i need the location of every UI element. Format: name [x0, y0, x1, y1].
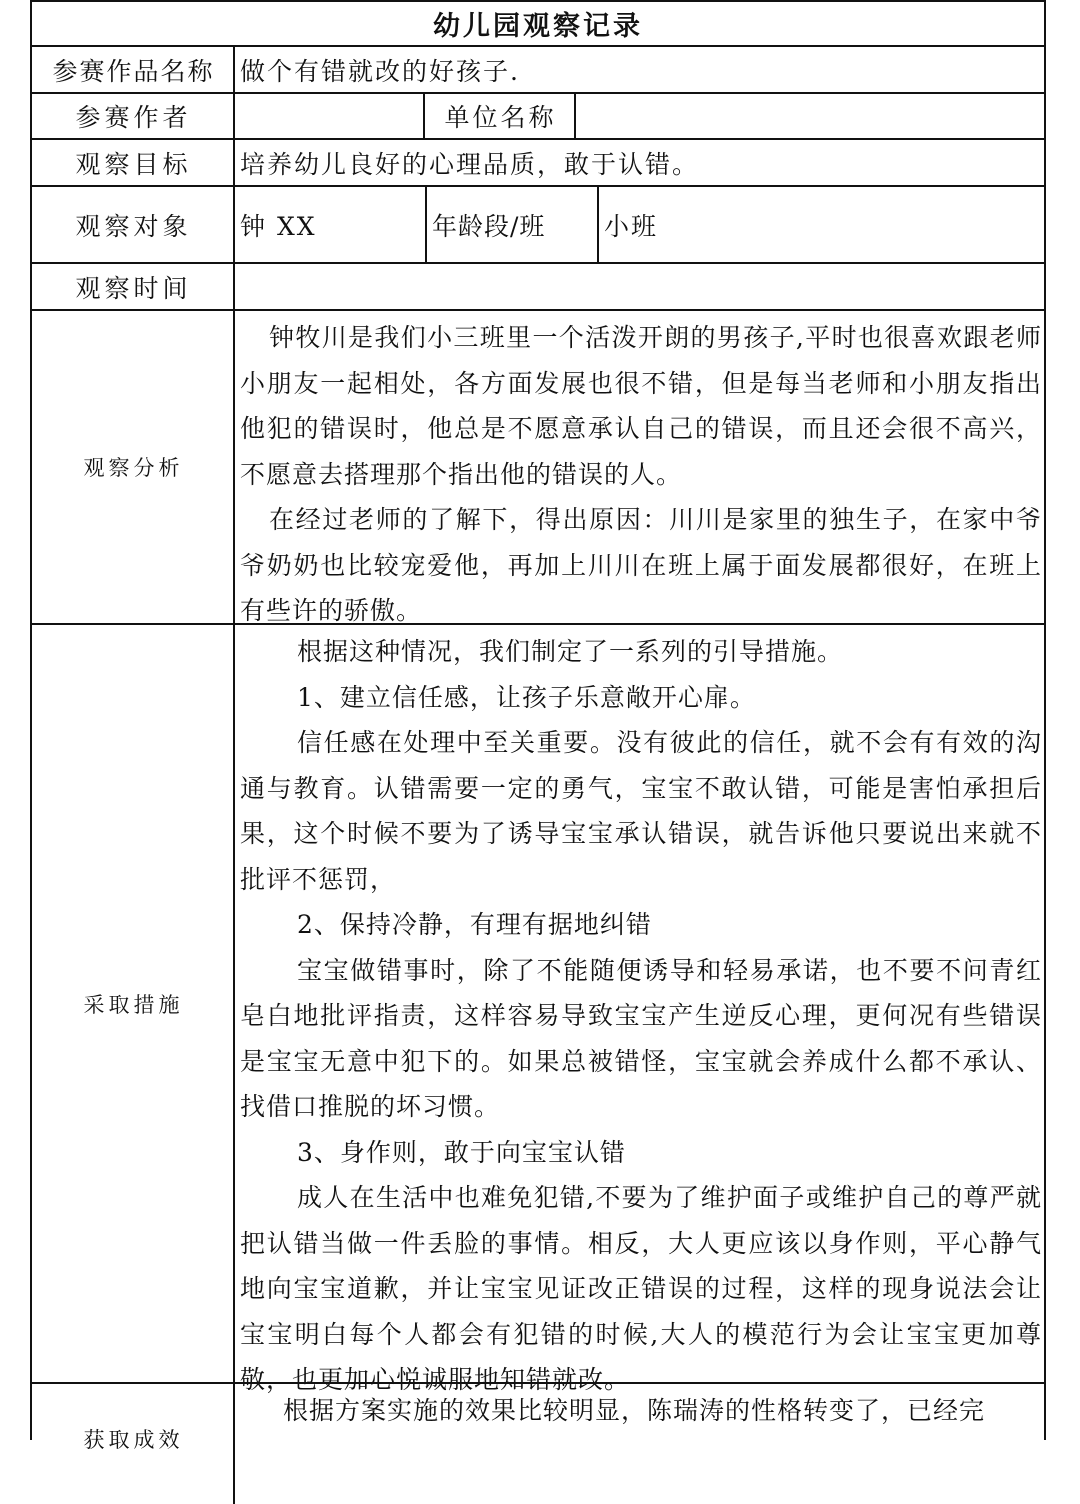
- goal-value: 培养幼儿良好的心理品质，敢于认错。: [233, 140, 1044, 185]
- measures-paragraph: 1、建立信任感，让孩子乐意敞开心扉。: [297, 682, 756, 712]
- goal-label: 观察目标: [75, 149, 192, 179]
- page-title: 幼儿园观察记录: [433, 11, 643, 42]
- measures-row: [32, 625, 1044, 1394]
- unit-value: [574, 94, 1044, 138]
- analysis-text: [237, 311, 1044, 634]
- measures-paragraph: 宝宝做错事时，除了不能随便诱导和轻易承诺，也不要不问青红皂白地批评指责，这样容易导致宝宝产生逆反心理，更何况有些错误是宝宝无意中犯下的。如果总被错怪，宝宝就会养成什么都不承认、找借口推脱的坏习惯。: [240, 955, 1042, 1121]
- author-row: [32, 94, 1044, 140]
- analysis-row: [32, 311, 1044, 625]
- work-name-label: 参赛作品名称: [52, 56, 215, 86]
- subject-value: 钟 XX: [233, 187, 427, 262]
- measures-paragraph: 3、身作则，敢于向宝宝认错: [297, 1137, 626, 1167]
- analysis-paragraph: 在经过老师的了解下，得出原因：川川是家里的独生子，在家中爷爷奶奶也比较宠爱他，再加上川川在班上属于面发展都很好，在班上有些许的骄傲。: [240, 505, 1042, 625]
- subject-label: 观察对象: [75, 211, 192, 241]
- measures-paragraph: 根据这种情况，我们制定了一系列的引导措施。: [297, 637, 844, 666]
- subject-row: [32, 187, 1044, 264]
- results-paragraph: 根据方案实施的效果比较明显，陈瑞涛的性格转变了，已经完: [283, 1396, 986, 1425]
- measures-label: 采取措施: [83, 992, 184, 1017]
- unit-label: 单位名称: [423, 94, 576, 138]
- measures-paragraph: 信任感在处理中至关重要。没有彼此的信任，就不会有有效的沟通与教育。认错需要一定的勇气，宝宝不敢认错，可能是害怕承担后果，这个时候不要为了诱导宝宝承认错误，就告诉他只要说出来就不批评不惩罚，: [240, 728, 1042, 894]
- goal-row: [32, 140, 1044, 187]
- time-row: [32, 264, 1044, 311]
- age-group-value: 小班: [597, 187, 1044, 262]
- time-label: 观察时间: [75, 273, 192, 303]
- age-group-label: 年龄段/班: [425, 187, 599, 262]
- author-value: [233, 94, 425, 138]
- work-name-row: [32, 47, 1044, 94]
- observation-record-table: [30, 0, 1046, 1452]
- title-row: [32, 0, 1044, 47]
- results-row: [32, 1384, 1044, 1504]
- time-value: [233, 264, 1044, 309]
- results-text: [237, 1384, 1044, 1434]
- analysis-paragraph: 钟牧川是我们小三班里一个活泼开朗的男孩子,平时也很喜欢跟老师小朋友一起相处，各方面发展也很不错，但是每当老师和小朋友指出他犯的错误时，他总是不愿意承认自己的错误，而且还会很不高兴，不愿意去搭理那个指出他的错误的人。: [240, 323, 1042, 489]
- measures-paragraph: 成人在生活中也难免犯错,不要为了维护面子或维护自己的尊严就把认错当做一件丢脸的事情。相反，大人更应该以身作则，平心静气地向宝宝道歉，并让宝宝见证改正错误的过程，这样的现身说法会让宝宝明白每个人都会有犯错的时候,大人的模范行为会让宝宝更加尊敬，也更加心悦诚服地知错就改。: [240, 1183, 1042, 1394]
- work-name-value: 做个有错就改的好孩子.: [233, 47, 1044, 92]
- author-label: 参赛作者: [75, 103, 192, 132]
- measures-paragraph: 2、保持冷静，有理有据地纠错: [297, 910, 652, 939]
- analysis-label: 观察分析: [83, 456, 184, 480]
- results-label: 获取成效: [83, 1428, 184, 1452]
- measures-text: [237, 625, 1044, 1403]
